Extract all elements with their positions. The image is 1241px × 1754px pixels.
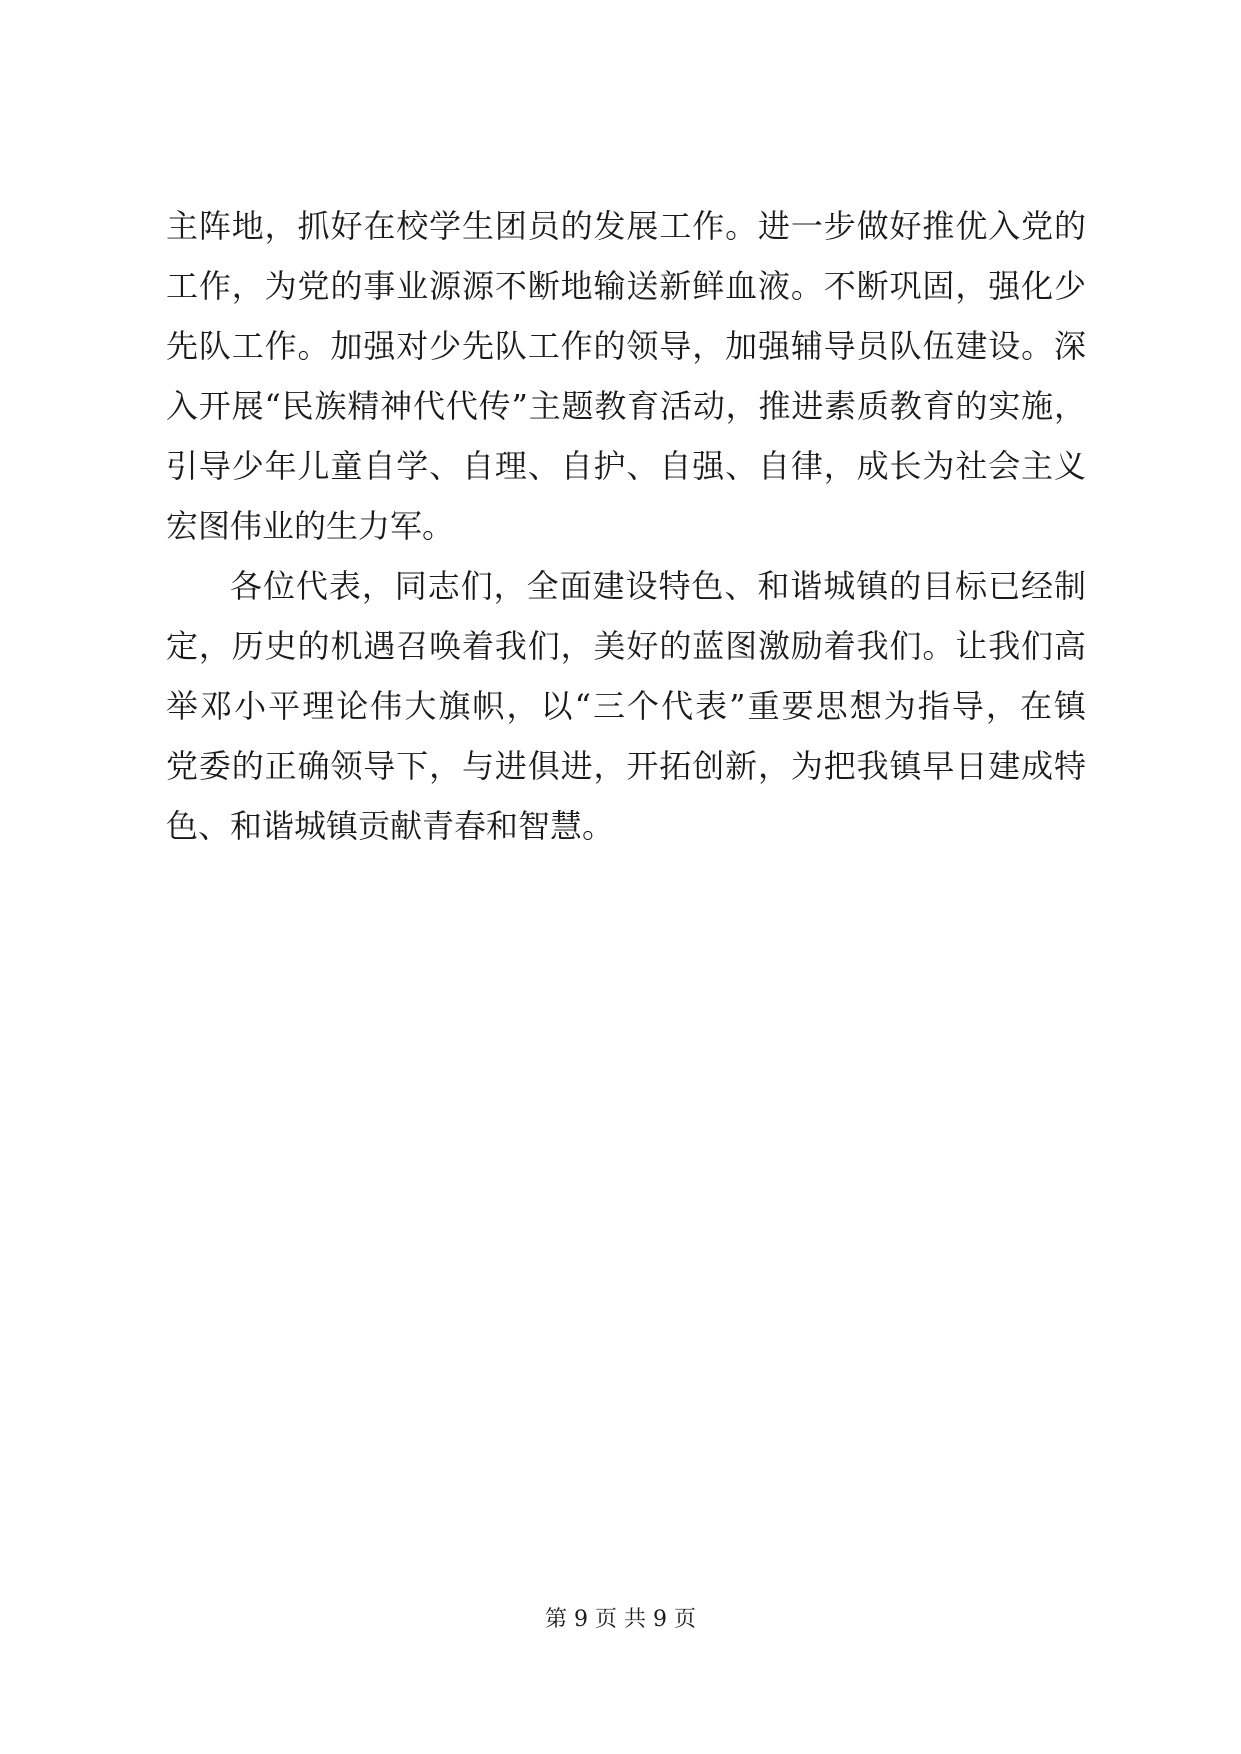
text-line: 工作，为党的事业源源不断地输送新鲜血液。不断巩固，强化少	[166, 267, 1086, 305]
text-line: 各位代表，同志们，全面建设特色、和谐城镇的目标已经制	[230, 567, 1086, 605]
text-line: 引导少年儿童自学、自理、自护、自强、自律，成长为社会主义	[166, 447, 1086, 485]
text-line: 党委的正确领导下，与进俱进，开拓创新，为把我镇早日建成特	[166, 747, 1086, 785]
text-line: 入开展“民族精神代代传”主题教育活动，推进素质教育的实施，	[166, 387, 1086, 425]
text-line: 宏图伟业的生力军。	[166, 507, 455, 545]
text-line: 举邓小平理论伟大旗帜，以“三个代表”重要思想为指导，在镇	[166, 687, 1086, 725]
page-number-footer: 第 9 页 共 9 页	[545, 1607, 696, 1632]
text-line: 色、和谐城镇贡献青春和智慧。	[166, 807, 615, 845]
text-line: 先队工作。加强对少先队工作的领导，加强辅导员队伍建设。深	[166, 327, 1086, 365]
text-line: 主阵地，抓好在校学生团员的发展工作。进一步做好推优入党的	[166, 207, 1086, 245]
text-line: 定，历史的机遇召唤着我们，美好的蓝图激励着我们。让我们高	[166, 627, 1086, 665]
